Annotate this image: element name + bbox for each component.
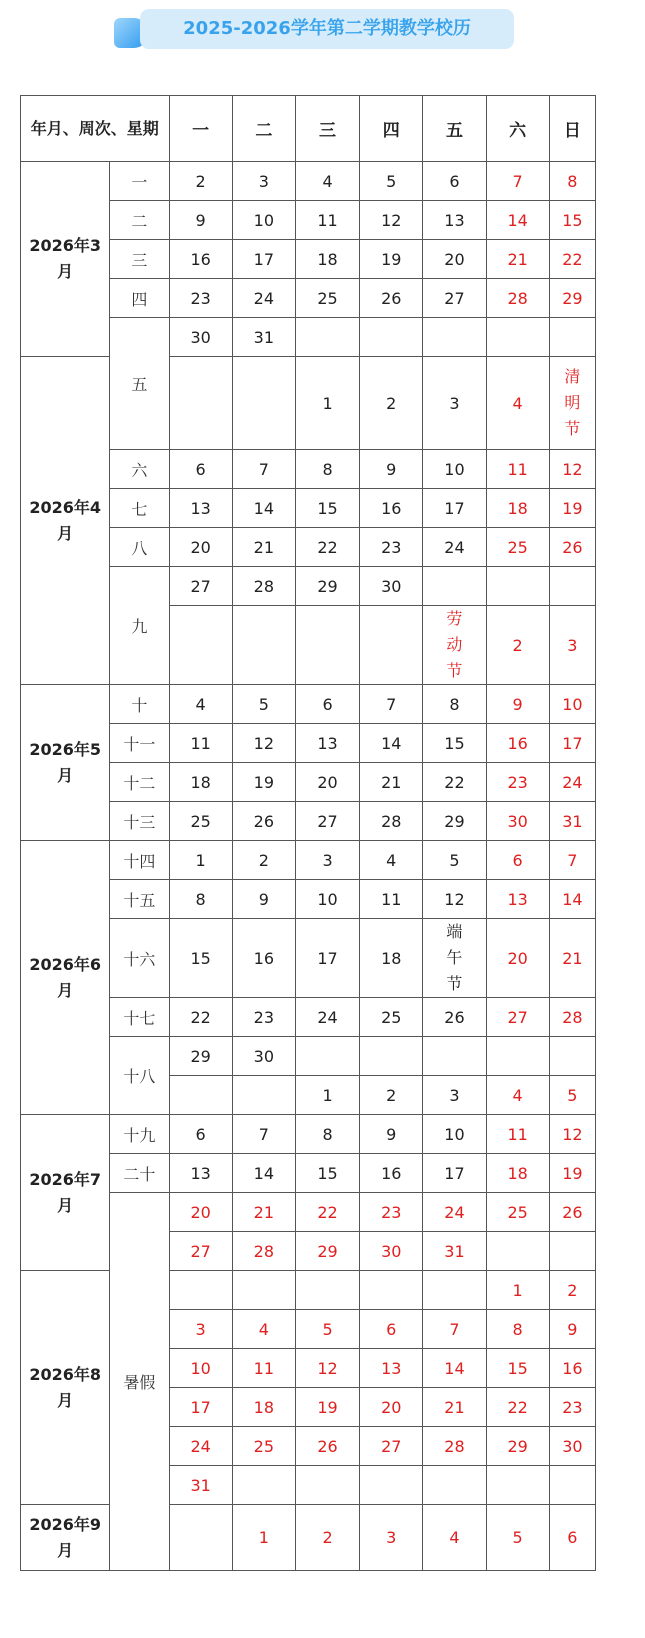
date-cell: 7 [360, 685, 423, 724]
date-cell: 10 [295, 880, 359, 919]
date-cell: 5 [486, 1505, 549, 1571]
date-cell: 4 [486, 357, 549, 450]
date-cell: 21 [486, 240, 549, 279]
date-cell: 22 [295, 528, 359, 567]
date-cell: 13 [295, 724, 359, 763]
date-cell: 1 [295, 1076, 359, 1115]
date-cell: 30 [360, 1232, 423, 1271]
date-cell: 31 [169, 1466, 232, 1505]
table-row [21, 685, 596, 724]
date-cell: 12 [295, 1349, 359, 1388]
date-cell: 17 [232, 240, 295, 279]
date-cell [232, 357, 295, 450]
date-cell: 3 [232, 162, 295, 201]
date-cell: 1 [295, 357, 359, 450]
date-cell: 2 [232, 841, 295, 880]
date-cell: 24 [232, 279, 295, 318]
table-row [21, 162, 596, 201]
date-cell: 10 [169, 1349, 232, 1388]
date-cell: 14 [232, 489, 295, 528]
week-label: 六 [110, 450, 169, 489]
date-cell: 20 [169, 528, 232, 567]
date-cell: 9 [169, 201, 232, 240]
table-row [21, 1115, 596, 1154]
date-cell: 13 [423, 201, 486, 240]
date-cell: 27 [423, 279, 486, 318]
date-cell [423, 1466, 486, 1505]
date-cell: 15 [295, 1154, 359, 1193]
date-cell: 14 [486, 201, 549, 240]
date-cell: 24 [423, 1193, 486, 1232]
date-cell: 24 [169, 1427, 232, 1466]
date-cell: 16 [486, 724, 549, 763]
date-cell: 6 [549, 1505, 595, 1571]
date-cell [295, 1466, 359, 1505]
date-cell: 19 [360, 240, 423, 279]
date-cell [549, 1466, 595, 1505]
date-cell: 17 [423, 1154, 486, 1193]
date-cell: 8 [295, 450, 359, 489]
date-cell: 7 [549, 841, 595, 880]
date-cell [169, 1076, 232, 1115]
date-cell: 26 [549, 1193, 595, 1232]
date-cell: 24 [423, 528, 486, 567]
date-cell: 1 [486, 1271, 549, 1310]
date-cell: 9 [549, 1310, 595, 1349]
date-cell [360, 318, 423, 357]
date-cell: 30 [549, 1427, 595, 1466]
date-cell: 9 [232, 880, 295, 919]
table-row [21, 1271, 596, 1310]
date-cell: 20 [169, 1193, 232, 1232]
date-cell: 18 [486, 1154, 549, 1193]
date-cell: 4 [232, 1310, 295, 1349]
date-cell: 19 [295, 1388, 359, 1427]
date-cell [232, 1271, 295, 1310]
date-cell: 20 [295, 763, 359, 802]
date-cell: 18 [295, 240, 359, 279]
date-cell: 27 [486, 998, 549, 1037]
date-cell [423, 1271, 486, 1310]
date-cell: 11 [169, 724, 232, 763]
date-cell: 19 [549, 1154, 595, 1193]
date-cell: 26 [232, 802, 295, 841]
date-cell: 7 [232, 450, 295, 489]
date-cell [360, 1271, 423, 1310]
date-cell: 21 [423, 1388, 486, 1427]
month-label: 2026年8月 [21, 1271, 110, 1505]
date-cell: 4 [486, 1076, 549, 1115]
date-cell: 2 [295, 1505, 359, 1571]
date-cell: 1 [169, 841, 232, 880]
month-label: 2026年7月 [21, 1115, 110, 1271]
date-cell: 27 [295, 802, 359, 841]
week-label: 十 [110, 685, 169, 724]
week-label: 四 [110, 279, 169, 318]
date-cell: 3 [360, 1505, 423, 1571]
date-cell: 28 [423, 1427, 486, 1466]
date-cell: 22 [486, 1388, 549, 1427]
date-cell [549, 318, 595, 357]
date-cell: 3 [423, 1076, 486, 1115]
date-cell [486, 318, 549, 357]
date-cell: 31 [423, 1232, 486, 1271]
date-cell: 2 [549, 1271, 595, 1310]
date-cell: 8 [423, 685, 486, 724]
date-cell: 16 [169, 240, 232, 279]
date-cell: 28 [232, 1232, 295, 1271]
date-cell: 30 [486, 802, 549, 841]
date-cell: 12 [360, 201, 423, 240]
date-cell: 8 [549, 162, 595, 201]
date-cell: 25 [232, 1427, 295, 1466]
date-cell [295, 606, 359, 685]
date-cell: 25 [360, 998, 423, 1037]
date-cell: 28 [232, 567, 295, 606]
date-cell: 7 [423, 1310, 486, 1349]
date-cell: 14 [232, 1154, 295, 1193]
week-label: 五 [110, 318, 169, 450]
date-cell: 6 [423, 162, 486, 201]
date-cell: 13 [169, 489, 232, 528]
date-cell: 18 [486, 489, 549, 528]
week-label: 九 [110, 567, 169, 685]
date-cell: 16 [232, 919, 295, 998]
date-cell: 15 [549, 201, 595, 240]
date-cell: 11 [295, 201, 359, 240]
page-title: 2025-2026学年第二学期教学校历 [183, 18, 471, 39]
week-label: 十五 [110, 880, 169, 919]
date-cell: 22 [423, 763, 486, 802]
week-label: 十四 [110, 841, 169, 880]
date-cell: 22 [549, 240, 595, 279]
date-cell: 11 [232, 1349, 295, 1388]
date-cell: 27 [169, 1232, 232, 1271]
date-cell: 12 [232, 724, 295, 763]
date-cell: 31 [549, 802, 595, 841]
holiday-note: 端午节 [446, 922, 463, 993]
date-cell: 6 [169, 450, 232, 489]
date-cell: 23 [360, 1193, 423, 1232]
header-day: 二 [232, 96, 295, 162]
date-cell [232, 1076, 295, 1115]
date-cell: 21 [232, 528, 295, 567]
date-cell: 25 [295, 279, 359, 318]
date-cell: 29 [169, 1037, 232, 1076]
date-cell: 4 [169, 685, 232, 724]
table-row [21, 1505, 596, 1571]
date-cell: 30 [360, 567, 423, 606]
week-label: 一 [110, 162, 169, 201]
date-cell: 2 [486, 606, 549, 685]
date-cell: 24 [295, 998, 359, 1037]
date-cell: 11 [486, 1115, 549, 1154]
date-cell: 18 [232, 1388, 295, 1427]
week-label: 十九 [110, 1115, 169, 1154]
date-cell [423, 606, 486, 685]
week-label: 十七 [110, 998, 169, 1037]
date-cell: 10 [423, 450, 486, 489]
date-cell [232, 606, 295, 685]
date-cell [486, 567, 549, 606]
date-cell: 26 [423, 998, 486, 1037]
date-cell [169, 1505, 232, 1571]
date-cell: 16 [360, 489, 423, 528]
date-cell: 5 [423, 841, 486, 880]
date-cell: 15 [423, 724, 486, 763]
date-cell [360, 606, 423, 685]
date-cell: 11 [360, 880, 423, 919]
date-cell [549, 567, 595, 606]
title-banner [114, 9, 514, 49]
date-cell: 5 [549, 1076, 595, 1115]
date-cell: 15 [169, 919, 232, 998]
month-label: 2026年6月 [21, 841, 110, 1115]
date-cell [486, 1037, 549, 1076]
date-cell: 9 [360, 1115, 423, 1154]
date-cell: 17 [295, 919, 359, 998]
date-cell: 23 [169, 279, 232, 318]
week-label: 七 [110, 489, 169, 528]
date-cell: 4 [423, 1505, 486, 1571]
date-cell: 16 [549, 1349, 595, 1388]
header-day: 日 [549, 96, 595, 162]
week-label: 十二 [110, 763, 169, 802]
date-cell [549, 357, 595, 450]
date-cell: 8 [295, 1115, 359, 1154]
week-label: 二十 [110, 1154, 169, 1193]
date-cell: 4 [295, 162, 359, 201]
date-cell: 13 [486, 880, 549, 919]
date-cell: 16 [360, 1154, 423, 1193]
date-cell: 4 [360, 841, 423, 880]
date-cell: 8 [486, 1310, 549, 1349]
date-cell: 19 [232, 763, 295, 802]
date-cell: 17 [549, 724, 595, 763]
date-cell: 12 [549, 450, 595, 489]
date-cell: 26 [549, 528, 595, 567]
table-row [21, 357, 596, 450]
date-cell: 17 [169, 1388, 232, 1427]
date-cell: 15 [295, 489, 359, 528]
date-cell: 9 [360, 450, 423, 489]
date-cell: 2 [360, 1076, 423, 1115]
date-cell: 25 [486, 1193, 549, 1232]
header-day: 六 [486, 96, 549, 162]
date-cell: 23 [549, 1388, 595, 1427]
date-cell: 29 [486, 1427, 549, 1466]
date-cell [232, 1466, 295, 1505]
date-cell: 2 [360, 357, 423, 450]
date-cell [295, 1271, 359, 1310]
date-cell [295, 318, 359, 357]
date-cell: 18 [169, 763, 232, 802]
month-label: 2026年3月 [21, 162, 110, 357]
date-cell: 26 [295, 1427, 359, 1466]
date-cell: 5 [295, 1310, 359, 1349]
date-cell: 10 [232, 201, 295, 240]
date-cell: 20 [486, 919, 549, 998]
date-cell: 21 [360, 763, 423, 802]
date-cell: 3 [169, 1310, 232, 1349]
header-corner: 年月、周次、星期 [21, 96, 170, 162]
date-cell [360, 1037, 423, 1076]
date-cell: 23 [360, 528, 423, 567]
date-cell: 28 [360, 802, 423, 841]
date-cell [169, 606, 232, 685]
week-label: 八 [110, 528, 169, 567]
date-cell: 24 [549, 763, 595, 802]
date-cell: 20 [423, 240, 486, 279]
date-cell [423, 318, 486, 357]
header-day: 四 [360, 96, 423, 162]
week-label: 暑假 [110, 1193, 169, 1571]
week-label: 二 [110, 201, 169, 240]
date-cell: 15 [486, 1349, 549, 1388]
date-cell: 8 [169, 880, 232, 919]
date-cell: 28 [549, 998, 595, 1037]
header-day: 一 [169, 96, 232, 162]
header-day: 五 [423, 96, 486, 162]
date-cell [423, 919, 486, 998]
date-cell [486, 1466, 549, 1505]
date-cell: 7 [486, 162, 549, 201]
date-cell: 7 [232, 1115, 295, 1154]
date-cell: 6 [360, 1310, 423, 1349]
date-cell: 25 [486, 528, 549, 567]
date-cell: 22 [295, 1193, 359, 1232]
date-cell: 29 [295, 1232, 359, 1271]
date-cell: 30 [169, 318, 232, 357]
date-cell: 28 [486, 279, 549, 318]
date-cell: 27 [360, 1427, 423, 1466]
date-cell [549, 1232, 595, 1271]
week-label: 三 [110, 240, 169, 279]
date-cell [423, 567, 486, 606]
week-label: 十一 [110, 724, 169, 763]
date-cell: 30 [232, 1037, 295, 1076]
date-cell: 27 [169, 567, 232, 606]
date-cell: 23 [486, 763, 549, 802]
date-cell: 9 [486, 685, 549, 724]
date-cell [486, 1232, 549, 1271]
header-day: 三 [295, 96, 359, 162]
holiday-note: 劳动节 [446, 609, 463, 680]
date-cell [169, 357, 232, 450]
date-cell: 13 [360, 1349, 423, 1388]
month-label: 2026年5月 [21, 685, 110, 841]
date-cell: 29 [423, 802, 486, 841]
date-cell: 29 [295, 567, 359, 606]
date-cell: 17 [423, 489, 486, 528]
holiday-note: 清明节 [564, 367, 581, 438]
date-cell: 21 [232, 1193, 295, 1232]
date-cell: 3 [423, 357, 486, 450]
calendar-table [20, 95, 596, 1571]
date-cell: 5 [232, 685, 295, 724]
week-label: 十八 [110, 1037, 169, 1115]
date-cell: 2 [169, 162, 232, 201]
date-cell: 5 [360, 162, 423, 201]
date-cell: 3 [549, 606, 595, 685]
date-cell: 26 [360, 279, 423, 318]
date-cell: 3 [295, 841, 359, 880]
date-cell: 6 [486, 841, 549, 880]
date-cell: 1 [232, 1505, 295, 1571]
date-cell: 31 [232, 318, 295, 357]
date-cell: 12 [423, 880, 486, 919]
date-cell: 20 [360, 1388, 423, 1427]
date-cell: 29 [549, 279, 595, 318]
date-cell: 13 [169, 1154, 232, 1193]
date-cell: 22 [169, 998, 232, 1037]
date-cell: 11 [486, 450, 549, 489]
date-cell: 21 [549, 919, 595, 998]
date-cell: 10 [423, 1115, 486, 1154]
date-cell: 12 [549, 1115, 595, 1154]
date-cell: 6 [295, 685, 359, 724]
date-cell: 14 [423, 1349, 486, 1388]
date-cell: 19 [549, 489, 595, 528]
month-label: 2026年9月 [21, 1505, 110, 1571]
month-label: 2026年4月 [21, 357, 110, 685]
date-cell: 14 [360, 724, 423, 763]
date-cell [423, 1037, 486, 1076]
date-cell: 18 [360, 919, 423, 998]
date-cell: 23 [232, 998, 295, 1037]
date-cell [169, 1271, 232, 1310]
week-label: 十六 [110, 919, 169, 998]
date-cell [360, 1466, 423, 1505]
date-cell: 25 [169, 802, 232, 841]
date-cell: 10 [549, 685, 595, 724]
date-cell: 14 [549, 880, 595, 919]
week-label: 十三 [110, 802, 169, 841]
date-cell [549, 1037, 595, 1076]
date-cell [295, 1037, 359, 1076]
table-row [21, 841, 596, 880]
date-cell: 6 [169, 1115, 232, 1154]
